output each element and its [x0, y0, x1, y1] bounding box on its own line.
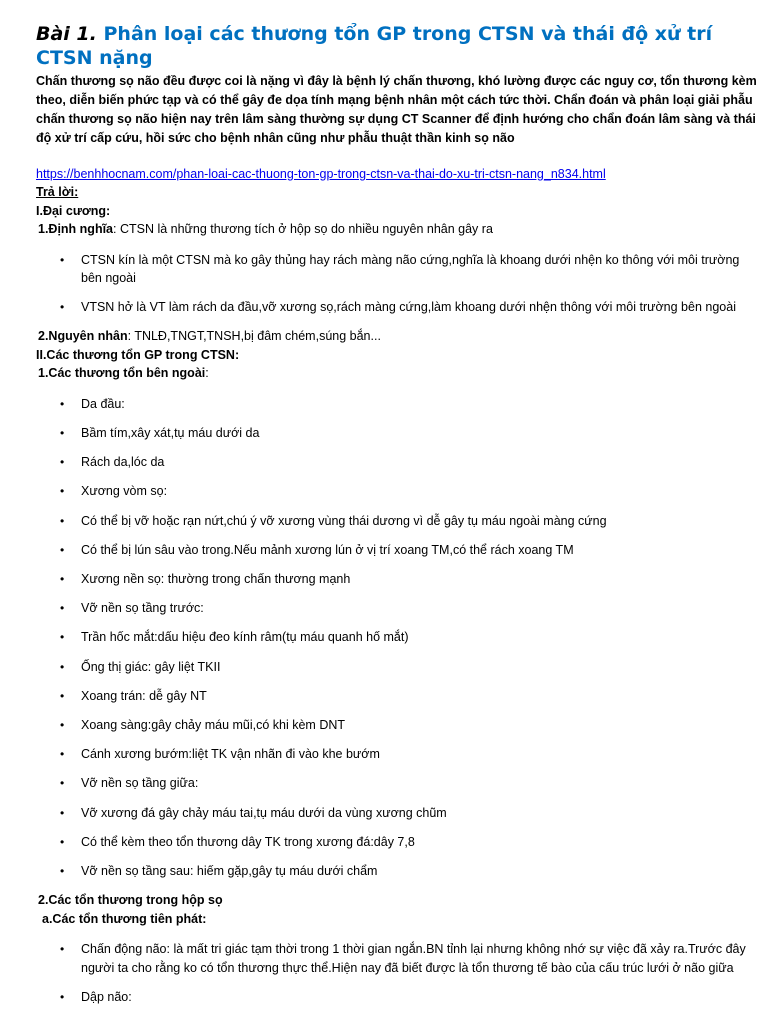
list-item: • Rách da,lóc da: [36, 453, 758, 472]
list-item: • VTSN hở là VT làm rách da đầu,vỡ xương sọ,rách màng cứng,làm khoang dưới nhện thông với môi trường bên ngoài: [36, 298, 758, 317]
bullet-icon: •: [60, 455, 65, 470]
list-item: • Xương nền sọ: thường trong chấn thương mạnh: [36, 570, 758, 589]
list-item: • Vỡ nền sọ tầng trước:: [36, 599, 758, 618]
title-lead: Bài 1.: [36, 23, 97, 45]
list-item: • Trần hốc mắt:dấu hiệu đeo kính râm(tụ máu quanh hố mắt): [36, 628, 758, 647]
bullet-icon: •: [60, 805, 65, 820]
list-item: • Ống thị giác: gây liệt TKII: [36, 658, 758, 677]
bullet-icon: •: [60, 834, 65, 849]
list-item: • Bầm tím,xây xát,tụ máu dưới da: [36, 424, 758, 443]
bullet-icon: •: [60, 542, 65, 557]
bullet-icon: •: [60, 396, 65, 411]
list-item: • Da đầu:: [36, 395, 758, 414]
bullet-icon: •: [60, 942, 65, 957]
bullet-icon: •: [60, 572, 65, 586]
definition-line: [36, 220, 758, 239]
list-item: • CTSN kín là một CTSN mà ko gây thủng hay rách màng não cứng,nghĩa là khoang dưới nhện ko thông với môi trường bên ngoài: [60, 252, 740, 285]
bullet-icon: •: [60, 300, 65, 315]
title-text: Phân loại các thương tổn GP trong CTSN và thái độ xử trí CTSN nặng: [36, 23, 713, 69]
answer-label: Trả lời:: [36, 185, 79, 199]
list-item: • Có thể bị vỡ hoặc rạn nứt,chú ý vỡ xương vùng thái dương vì dễ gây tụ máu ngoài màng cứng: [36, 512, 758, 531]
list-item: • Có thể kèm theo tổn thương dây TK trong xương đá:dây 7,8: [36, 833, 758, 852]
bullet-icon: •: [60, 989, 65, 1004]
intro-paragraph: Chấn thương sọ não đều được coi là nặng vì đây là bệnh lý chấn thương, khó lường được các nguy cơ, tổn thương kèm theo, diễn biến phức tạp và có thể gây đe dọa tính mạng bệnh nhân một cách tức thời. Chẩn đoán và phân loại giải phẫu chấn thương sọ não hiện nay trên lâm sàng thường sự dụng CT Scanner để định hướng cho chẩn đoán lâm sàng và thái độ xử trí cấp cứu, hồi sức cho bệnh nhân cũng như phẫu thuật thần kinh sọ não: [36, 74, 757, 145]
list-item: • Xương vòm sọ:: [36, 482, 758, 501]
list-item: • Dập não:: [36, 988, 758, 1007]
bullet-icon: •: [60, 747, 65, 762]
definition-label: 1.Định nghĩa: [38, 222, 113, 236]
section1-heading: I.Đại cương:: [36, 203, 111, 218]
list-item: • Vỡ xương đá gây chảy máu tai,tụ máu dưới da vùng xương chũm: [36, 804, 758, 823]
list-item: • Xoang trán: dễ gây NT: [36, 687, 758, 706]
bullet-icon: •: [60, 776, 65, 791]
list-item: • Vỡ nền sọ tầng giữa:: [36, 774, 758, 793]
inner-lesions-heading: 2.Các tổn thương trong hộp sọ: [38, 893, 223, 908]
bullet-icon: •: [60, 688, 65, 703]
definition-list: [36, 251, 758, 317]
cause-label: 2.Nguyên nhân: [38, 329, 128, 344]
cause-line: [36, 327, 758, 346]
primary-lesions-list: [36, 940, 758, 1006]
bullet-icon: •: [60, 717, 65, 732]
bullet-icon: •: [60, 659, 65, 674]
primary-lesions-heading: a.Các tổn thương tiên phát:: [42, 911, 207, 926]
definition-text: : CTSN là những thương tích ở hộp sọ do nhiều nguyên nhân gây ra: [113, 222, 493, 236]
bullet-icon: •: [60, 252, 65, 267]
list-item: • Cánh xương bướm:liệt TK vận nhãn đi vào khe bướm: [36, 745, 758, 764]
cause-text: : TNLĐ,TNGT,TNSH,bị đâm chém,súng bắn...: [127, 329, 381, 344]
outer-lesions-label: 1.Các thương tổn bên ngoài: [38, 366, 206, 381]
bullet-icon: •: [60, 601, 65, 616]
document-page: [36, 22, 758, 1017]
list-item: • Có thể bị lún sâu vào trong.Nếu mảnh xương lún ở vị trí xoang TM,có thể rách xoang TM: [36, 541, 758, 560]
source-link[interactable]: https://benhhocnam.com/phan-loai-cac-thuong-ton-gp-trong-ctsn-va-thai-do-xu-tri-ctsn-nang_n834.html: [36, 167, 606, 181]
bullet-icon: •: [60, 513, 65, 528]
outer-lesions-line: 1.Các thương tổn bên ngoài:: [38, 366, 209, 381]
list-item: • Vỡ nền sọ tầng sau: hiếm gặp,gây tụ máu dưới chẩm: [36, 862, 758, 881]
page-title: [36, 22, 758, 70]
bullet-icon: •: [60, 426, 65, 441]
bullet-icon: •: [60, 863, 65, 878]
list-item: • Xoang sàng:gây chảy máu mũi,có khi kèm DNT: [36, 716, 758, 735]
bullet-icon: •: [60, 630, 65, 645]
list-item: • Chấn động não: là mất tri giác tạm thời trong 1 thời gian ngắn.BN tỉnh lại nhưng không nhớ sự việc đã xảy ra.Trước đây người ta cho rằng ko có tổn thương thực thể.Hiện nay đã biết được là tổn thương tế bào của cấu trúc lưới ở não giữa: [60, 942, 746, 975]
outer-lesions-list: [36, 395, 758, 881]
section2-heading: II.Các thương tổn GP trong CTSN:: [36, 347, 240, 362]
bullet-icon: •: [60, 484, 65, 499]
